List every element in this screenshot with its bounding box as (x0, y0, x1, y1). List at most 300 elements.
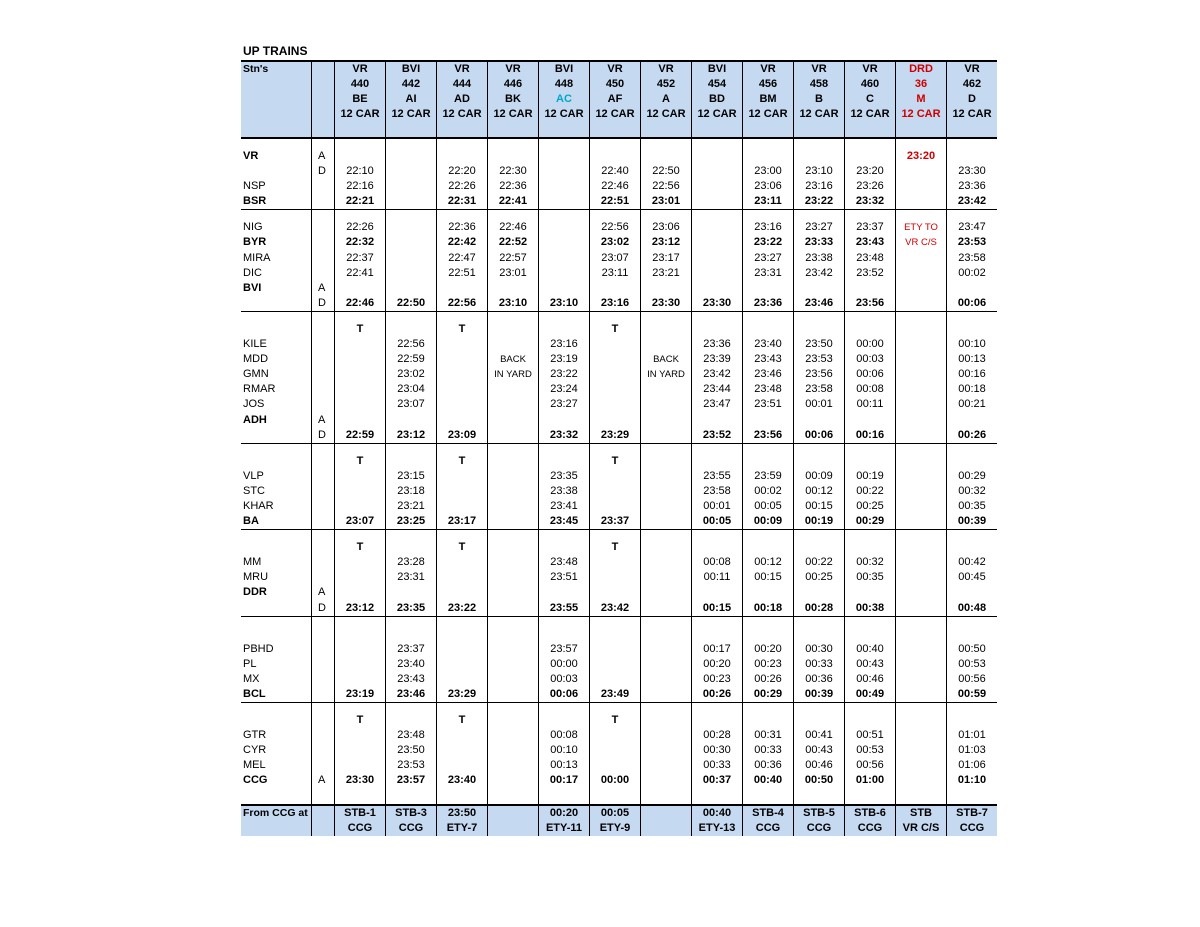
time-cell: 23:27 (805, 221, 833, 234)
time-cell: 22:16 (346, 180, 374, 193)
time-cell: 22:37 (346, 251, 374, 264)
time-cell: 23:42 (600, 601, 630, 614)
time-cell (488, 672, 538, 687)
train-note: BACK (653, 354, 679, 366)
time-cell (590, 499, 640, 514)
time-cell (641, 540, 691, 555)
time-cell (539, 251, 589, 266)
time-cell (590, 728, 640, 743)
time-cell (488, 499, 538, 514)
train-note: IN YARD (494, 369, 532, 381)
section-gap (641, 210, 691, 220)
time-cell: 22:10 (346, 165, 374, 178)
time-cell (335, 281, 385, 296)
time-cell: 00:25 (856, 499, 884, 512)
train-times-450 (590, 616, 641, 702)
time-cell: 23:04 (397, 383, 425, 396)
time-cell: 00:08 (856, 383, 884, 396)
time-cell: 23:06 (652, 221, 680, 234)
train-times-444 (437, 443, 488, 529)
time-cell (488, 484, 538, 499)
train-header (947, 61, 998, 138)
time-cell (386, 149, 436, 164)
section-gap (386, 210, 436, 220)
station-name (243, 713, 311, 728)
time-cell: 23:35 (550, 469, 578, 482)
time-cell (335, 499, 385, 514)
station-name: VLP (243, 469, 264, 482)
footer-destination (437, 805, 488, 836)
arr-dep-column (312, 616, 335, 702)
arr-dep-column (312, 210, 335, 312)
time-cell: 23:37 (600, 515, 630, 528)
section-gap (488, 444, 538, 454)
time-cell (947, 454, 997, 469)
time-cell: 00:00 (600, 774, 630, 787)
time-cell: 00:06 (856, 368, 884, 381)
train-times-456 (743, 443, 794, 529)
time-cell (896, 570, 946, 585)
page-title: UP TRAINS (243, 44, 308, 58)
time-cell (896, 397, 946, 412)
time-cell: 00:15 (754, 571, 782, 584)
arr-dep-flag: D (318, 601, 326, 614)
train-times-452 (641, 703, 692, 805)
arr-dep-flag: A (318, 413, 326, 426)
time-cell: 00:33 (703, 759, 731, 772)
section-gap (243, 139, 311, 149)
time-cell: 23:10 (549, 296, 579, 309)
station-name: NIG (243, 221, 263, 234)
time-cell: 23:06 (754, 180, 782, 193)
time-cell (539, 235, 589, 250)
time-cell (488, 281, 538, 296)
train-cars: 12 CAR (748, 108, 788, 121)
footer-line: STB-4 (752, 806, 784, 819)
time-cell: 22:30 (499, 165, 527, 178)
train-number: 444 (452, 78, 472, 91)
arr-dep-flag (318, 469, 334, 484)
time-cell (692, 789, 742, 804)
time-cell: 00:36 (754, 759, 782, 772)
time-cell (896, 322, 946, 337)
time-cell (437, 484, 487, 499)
time-cell (437, 743, 487, 758)
section-gap (947, 210, 997, 220)
time-cell (488, 514, 538, 529)
section-7 (241, 703, 997, 805)
section-gap (845, 139, 895, 149)
time-cell (590, 413, 640, 428)
section-gap (641, 703, 691, 713)
time-cell (386, 220, 436, 235)
section-gap (692, 312, 742, 322)
time-cell (641, 514, 691, 529)
section-gap (845, 444, 895, 454)
train-times-462 (947, 210, 998, 312)
time-cell (590, 789, 640, 804)
train-times-462 (947, 138, 998, 210)
terminate-mark: T (356, 714, 364, 727)
time-cell (539, 413, 589, 428)
footer-line: CCG (398, 821, 424, 834)
train-header (641, 61, 692, 138)
time-cell (896, 540, 946, 555)
time-cell: 00:12 (754, 556, 782, 569)
time-cell (590, 382, 640, 397)
time-cell (896, 758, 946, 773)
terminate-mark: T (458, 541, 466, 554)
time-cell: 23:45 (549, 515, 579, 528)
section-gap (335, 210, 385, 220)
station-name: BSR (243, 195, 267, 208)
station-name: KHAR (243, 499, 274, 512)
section-gap (386, 617, 436, 627)
time-cell: 23:17 (652, 251, 680, 264)
time-cell (539, 220, 589, 235)
train-header (692, 61, 743, 138)
train-times-448 (539, 210, 590, 312)
time-cell: 23:16 (600, 296, 630, 309)
train-times-446 (488, 616, 539, 702)
arr-dep-flag (318, 322, 334, 337)
time-cell (386, 266, 436, 281)
time-cell: 00:41 (805, 729, 833, 742)
train-times-440 (335, 530, 386, 616)
train-times-440 (335, 616, 386, 702)
station-name (243, 322, 311, 337)
train-times-450 (590, 311, 641, 443)
time-cell (590, 627, 640, 642)
time-cell (896, 164, 946, 179)
time-cell: 22:56 (397, 338, 425, 351)
train-cars: 12 CAR (340, 108, 380, 121)
station-name: VR (243, 150, 259, 162)
section-gap (335, 530, 385, 540)
time-cell (692, 194, 742, 209)
train-times-440 (335, 703, 386, 805)
time-cell: 00:30 (703, 744, 731, 757)
train-times-446 (488, 138, 539, 210)
arr-dep-flag (318, 570, 334, 585)
train-number: 462 (962, 78, 982, 91)
terminate-mark: T (611, 541, 619, 554)
time-cell (641, 687, 691, 702)
section-gap (488, 312, 538, 322)
section-gap (896, 530, 946, 540)
time-cell (896, 413, 946, 428)
time-cell: 00:40 (856, 642, 884, 655)
section-gap (743, 530, 793, 540)
time-cell (437, 469, 487, 484)
footer-line: VR C/S (902, 821, 940, 834)
time-cell (947, 322, 997, 337)
time-cell: 23:21 (397, 499, 425, 512)
train-times-446 (488, 311, 539, 443)
train-times-456 (743, 530, 794, 616)
time-cell (947, 789, 997, 804)
time-cell (488, 758, 538, 773)
time-cell: 23:16 (754, 221, 782, 234)
time-cell (896, 352, 946, 367)
time-cell: 22:26 (448, 180, 476, 193)
time-cell: 23:52 (702, 428, 732, 441)
section-gap (794, 139, 844, 149)
section-gap (318, 617, 334, 627)
time-cell: 23:44 (703, 383, 731, 396)
time-cell (488, 428, 538, 443)
time-cell (692, 540, 742, 555)
time-cell: 23:27 (550, 398, 578, 411)
time-cell: 00:02 (754, 484, 782, 497)
footer-destination (335, 805, 386, 836)
train-times-448 (539, 443, 590, 529)
time-cell: 00:01 (805, 398, 833, 411)
section-gap (335, 444, 385, 454)
time-cell (794, 281, 844, 296)
section-6 (241, 616, 997, 702)
footer-destination (386, 805, 437, 836)
time-cell (590, 484, 640, 499)
footer-line: ETY-9 (599, 821, 631, 834)
arr-dep-flag: A (318, 774, 326, 787)
time-cell: 22:56 (447, 296, 477, 309)
arr-dep-flag: D (318, 428, 326, 441)
time-cell: 00:20 (703, 657, 731, 670)
train-number: 446 (503, 78, 523, 91)
section-gap (539, 530, 589, 540)
time-cell: 23:40 (397, 657, 425, 670)
train-times-460 (845, 138, 896, 210)
time-cell (692, 627, 742, 642)
footer-line: CCG (857, 821, 883, 834)
footer-label: From CCG at (241, 805, 312, 836)
time-cell: 23:46 (754, 368, 782, 381)
train-times-452 (641, 530, 692, 616)
time-cell (488, 454, 538, 469)
terminate-mark: T (458, 714, 466, 727)
time-cell (896, 514, 946, 529)
time-cell: 23:31 (397, 571, 425, 584)
train-times-460 (845, 210, 896, 312)
footer-destination (794, 805, 845, 836)
time-cell: 00:45 (958, 571, 986, 584)
train-header (743, 61, 794, 138)
train-header (845, 61, 896, 138)
station-name: MEL (243, 759, 266, 772)
time-cell: 22:21 (345, 195, 375, 208)
station-name: MIRA (243, 251, 271, 264)
station-name (243, 296, 311, 311)
time-cell (896, 469, 946, 484)
time-cell (590, 585, 640, 600)
train-times-452 (641, 311, 692, 443)
time-cell (641, 773, 691, 788)
arr-dep-column (312, 703, 335, 805)
time-cell: 00:09 (753, 515, 783, 528)
arr-dep-flag (318, 687, 334, 702)
train-origin: DRD (909, 63, 933, 75)
station-name (243, 627, 311, 642)
footer-line: STB-1 (344, 806, 376, 819)
time-cell: 22:56 (652, 180, 680, 193)
footer-destination (743, 805, 794, 836)
time-cell (947, 540, 997, 555)
train-code: BE (352, 93, 368, 106)
time-cell (488, 657, 538, 672)
train-header (488, 61, 539, 138)
time-cell (437, 627, 487, 642)
time-cell: 00:51 (856, 729, 884, 742)
train-code: D (968, 93, 976, 106)
time-cell (386, 281, 436, 296)
arr-dep-flag (318, 484, 334, 499)
train-code: BM (759, 93, 777, 106)
train-times-454 (692, 616, 743, 702)
train-times-442 (386, 311, 437, 443)
train-code: AI (405, 93, 417, 106)
time-cell: 23:48 (754, 383, 782, 396)
train-times-448 (539, 138, 590, 210)
section-gap (692, 444, 742, 454)
section-gap (243, 312, 311, 322)
time-cell: 22:47 (448, 251, 476, 264)
time-cell: 23:32 (549, 428, 579, 441)
time-cell (335, 657, 385, 672)
time-cell (335, 758, 385, 773)
time-cell (896, 657, 946, 672)
section-gap (243, 444, 311, 454)
time-cell: 23:56 (805, 368, 833, 381)
time-cell: 23:11 (754, 195, 782, 208)
time-cell: 23:36 (703, 338, 731, 351)
train-header (539, 61, 590, 138)
time-cell (896, 585, 946, 600)
section-gap (318, 530, 334, 540)
section-gap (488, 139, 538, 149)
time-cell: 23:16 (805, 180, 833, 193)
train-origin: VR (760, 63, 776, 75)
time-cell (896, 789, 946, 804)
section-gap (437, 530, 487, 540)
time-cell: 00:26 (957, 428, 987, 441)
time-cell (896, 713, 946, 728)
arr-dep-flag: A (318, 281, 326, 294)
train-times-442 (386, 616, 437, 702)
train-origin: VR (352, 63, 368, 75)
train-times-442 (386, 530, 437, 616)
time-cell: 00:18 (753, 601, 783, 614)
time-cell (947, 713, 997, 728)
footer-line: STB-3 (395, 806, 427, 819)
time-cell: 23:26 (856, 180, 884, 193)
station-name (243, 601, 311, 616)
time-cell: 00:06 (549, 688, 579, 700)
footer-line: 00:40 (702, 806, 732, 819)
time-cell: 22:52 (498, 236, 528, 249)
train-number: 456 (758, 78, 778, 91)
footer-line: STB (910, 806, 932, 819)
time-cell (539, 164, 589, 179)
time-cell: 23:56 (753, 428, 783, 441)
time-cell: 23:00 (754, 165, 782, 178)
train-cars: 12 CAR (595, 108, 635, 121)
arr-dep-flag (318, 337, 334, 352)
time-cell (437, 585, 487, 600)
time-cell: 01:00 (855, 774, 885, 787)
footer-line: CCG (755, 821, 781, 834)
time-cell (947, 149, 997, 164)
section-gap (488, 210, 538, 220)
section-gap (692, 703, 742, 713)
train-times-442 (386, 138, 437, 210)
time-cell: 01:03 (958, 744, 986, 757)
train-code: AD (454, 93, 470, 106)
train-times-458 (794, 530, 845, 616)
train-code: B (815, 93, 823, 106)
footer-destination (539, 805, 590, 836)
time-cell (488, 585, 538, 600)
time-cell: 00:32 (958, 484, 986, 497)
station-name (243, 454, 311, 469)
time-cell (437, 642, 487, 657)
train-times-454 (692, 210, 743, 312)
station-name: MDD (243, 353, 269, 366)
time-cell (947, 413, 997, 428)
time-cell: 23:40 (754, 338, 782, 351)
train-times-458 (794, 703, 845, 805)
footer-line (641, 806, 691, 821)
section-gap (743, 139, 793, 149)
time-cell: 00:01 (703, 499, 731, 512)
arr-dep-flag: A (318, 586, 326, 599)
time-cell (335, 789, 385, 804)
section-gap (692, 139, 742, 149)
time-cell (641, 642, 691, 657)
section-gap (590, 617, 640, 627)
time-cell (641, 382, 691, 397)
time-cell (641, 585, 691, 600)
section-gap (896, 703, 946, 713)
train-number: 458 (809, 78, 829, 91)
train-times-448 (539, 311, 590, 443)
station-column (241, 703, 312, 805)
section-gap (386, 139, 436, 149)
train-origin: VR (454, 63, 470, 75)
section-gap (743, 703, 793, 713)
time-cell: 23:53 (805, 353, 833, 366)
time-cell (539, 322, 589, 337)
time-cell (896, 642, 946, 657)
section-gap (318, 210, 334, 220)
train-times-456 (743, 616, 794, 702)
time-cell (794, 713, 844, 728)
time-cell (437, 352, 487, 367)
time-cell: 23:50 (397, 744, 425, 757)
section-gap (845, 312, 895, 322)
train-cars: 12 CAR (442, 108, 482, 121)
arr-dep-flag (318, 642, 334, 657)
train-number: 448 (554, 78, 574, 91)
time-cell (386, 164, 436, 179)
time-cell (896, 773, 946, 788)
time-cell (845, 713, 895, 728)
time-cell: 00:35 (958, 499, 986, 512)
time-cell (947, 627, 997, 642)
time-cell (641, 499, 691, 514)
section-gap (488, 530, 538, 540)
time-cell (845, 149, 895, 164)
